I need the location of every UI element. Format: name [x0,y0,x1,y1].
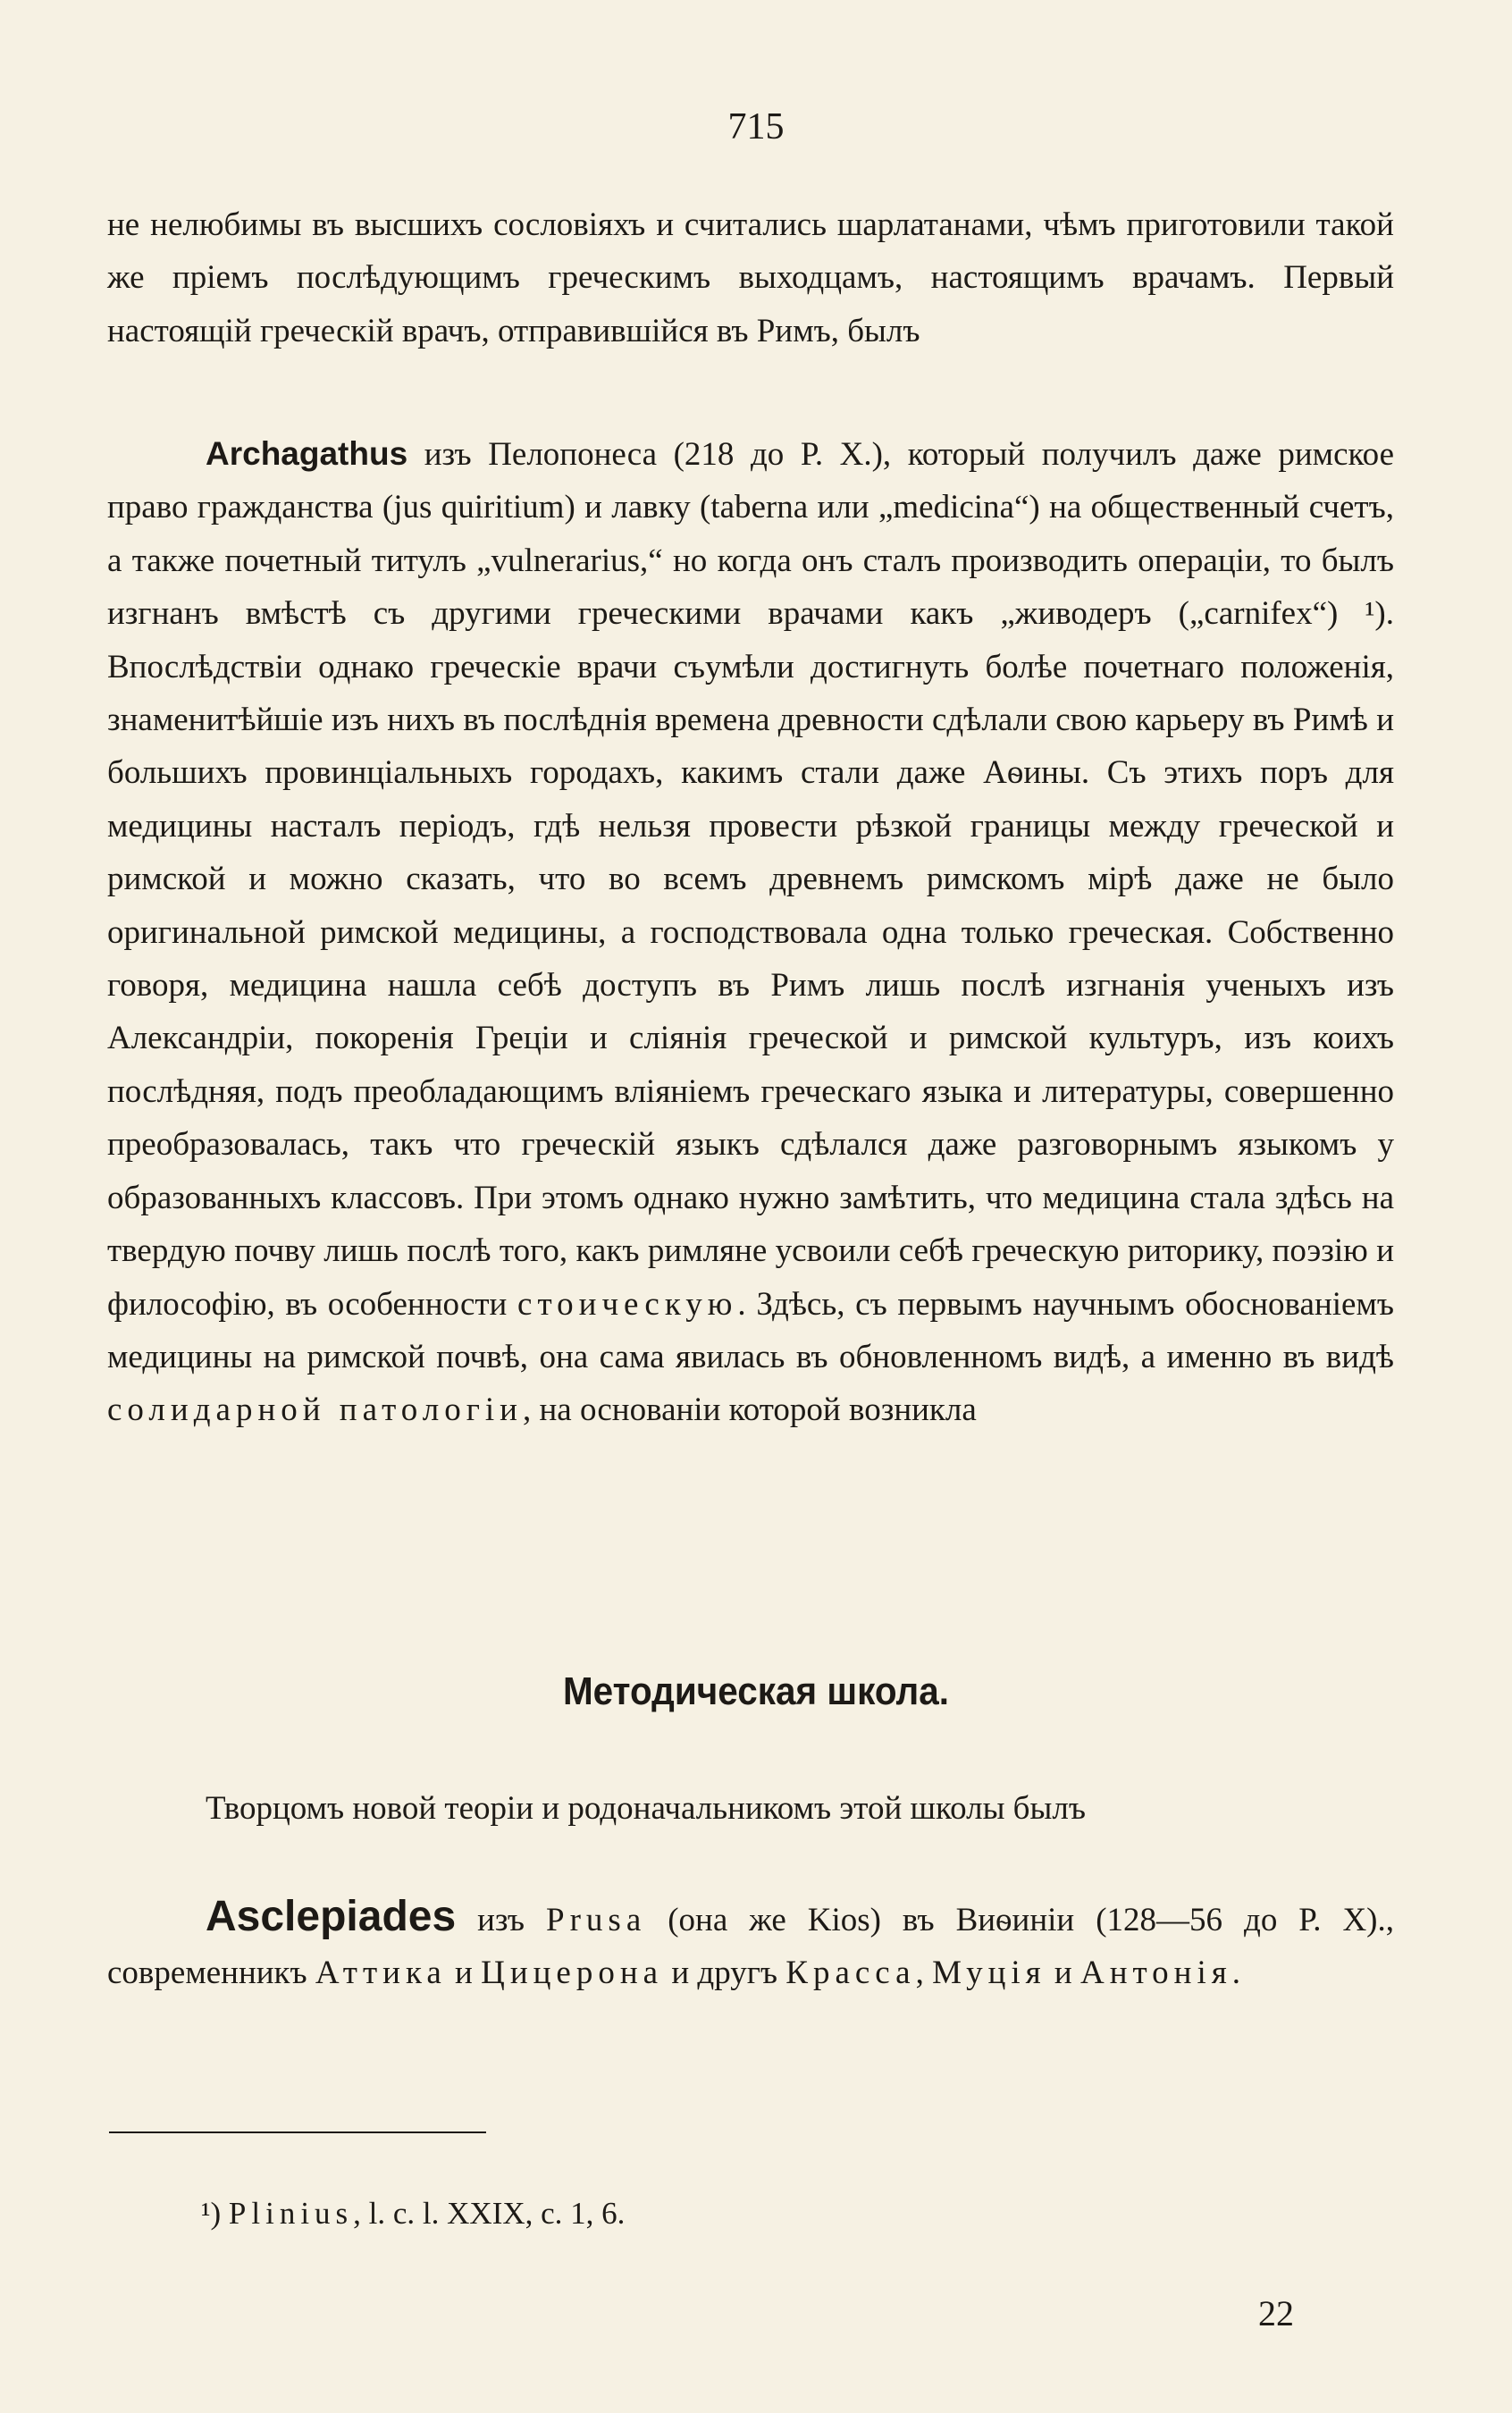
spaced-emphasis: Аттика [315,1955,447,1992]
section-heading: Методическая школа. [562,1669,950,1713]
spaced-emphasis: Муція [932,1955,1046,1992]
paragraph-continuation: не нелюбимы въ высшихъ сословіяхъ и считались шарлатанами, чѣмъ приготовили такой же пріемъ послѣдующимъ греческимъ выходцамъ, настоящимъ врачамъ. Первый настоящій греческій врачъ, отправившійся въ Римъ, былъ [107,206,1394,349]
footnote [201,2196,625,2232]
footnote-author: Plinius [228,2196,354,2231]
paragraph-text: . [1231,1955,1241,1992]
person-name-archagathus: Archagathus [206,435,408,472]
sheet-number: 22 [1258,2293,1294,2333]
spaced-emphasis: Цицерона [481,1955,664,1992]
paragraph-text: (она же Kios) въ Виѳиніи (128—56 до Р. Х)., современникъ [107,1902,1395,1992]
spaced-emphasis: Антонія [1079,1955,1232,1992]
paragraph-text: изъ Пелопонеса (218 до Р. Х.), который получилъ даже римское право гражданства (jus quiritium) и лавку (taberna или „medicina“) на общественный счетъ, а также почетный титулъ „vulnerarius,“ но когда онъ сталъ производить операціи, то былъ изгнанъ вмѣстѣ съ другими греческими врачами какъ „живодеръ („carnifex“) ¹). Впослѣдствіи однако греческіе врачи съумѣли достигнуть болѣе почетнаго положенія, знаменитѣйшіе изъ нихъ въ послѣднія времена древности сдѣлали свою карьеру въ Римѣ и большихъ провинціальныхъ городахъ, какимъ стали даже Аѳины. Съ этихъ поръ для медицины насталъ періодъ, гдѣ нельзя провести рѣзкой границы между греческой и римской и можно сказать, что во всемъ древнемъ римскомъ мірѣ даже не было оригинальной римской медицины, а господствовала одна только греческая. Собственно говоря, медицина нашла себѣ доступъ въ Римъ лишь послѣ изгнанія ученыхъ изъ Александріи, покоренія Греціи и сліянія греческой и римской культуръ, изъ коихъ послѣдняя, подъ преобладающимъ вліяніемъ греческаго языка и литературы, совершенно преобразовалась, такъ что греческій языкъ сдѣлался даже разговорнымъ языкомъ у образованныхъ классовъ. При этомъ однако нужно замѣтить, что медицина стала здѣсь на твердую почву лишь послѣ того, какъ римляне усвоили себѣ греческую риторику, поэзію и философію, въ особенности [107,436,1394,1323]
paragraph-text: , на основаніи которой возникла [522,1391,977,1429]
paragraph-text: и [1046,1955,1080,1992]
paragraph-text: , [915,1955,933,1992]
spaced-emphasis: Красса [785,1955,916,1992]
person-name-asclepiades: Asclepiades [206,1893,457,1940]
paragraph-text: и другъ [663,1955,786,1992]
paragraph-text: . Здѣсь, съ первымъ научнымъ обоснованіемъ медицины на римской почвѣ, она сама явилась въ обновленномъ видѣ, а именно въ видѣ [107,1285,1394,1375]
paragraph-archagathus [107,427,1394,1437]
spaced-emphasis: стоическую [517,1285,738,1323]
footnote-reference: , l. c. l. XXIX, c. 1, 6. [353,2196,626,2231]
spaced-emphasis: Prusa [546,1902,647,1938]
footnote-divider [109,2131,486,2133]
spaced-emphasis: солидарной патологіи [107,1391,523,1429]
paragraph-asclepiades [107,1890,1394,2000]
paragraph-text: изъ [456,1902,547,1938]
paragraph-intro-school: Творцомъ новой теоріи и родоначальникомъ этой школы былъ [206,1790,1086,1827]
paragraph-text: и [446,1955,482,1992]
footnote-marker: ¹) [201,2196,229,2231]
page-number: 715 [727,106,785,147]
